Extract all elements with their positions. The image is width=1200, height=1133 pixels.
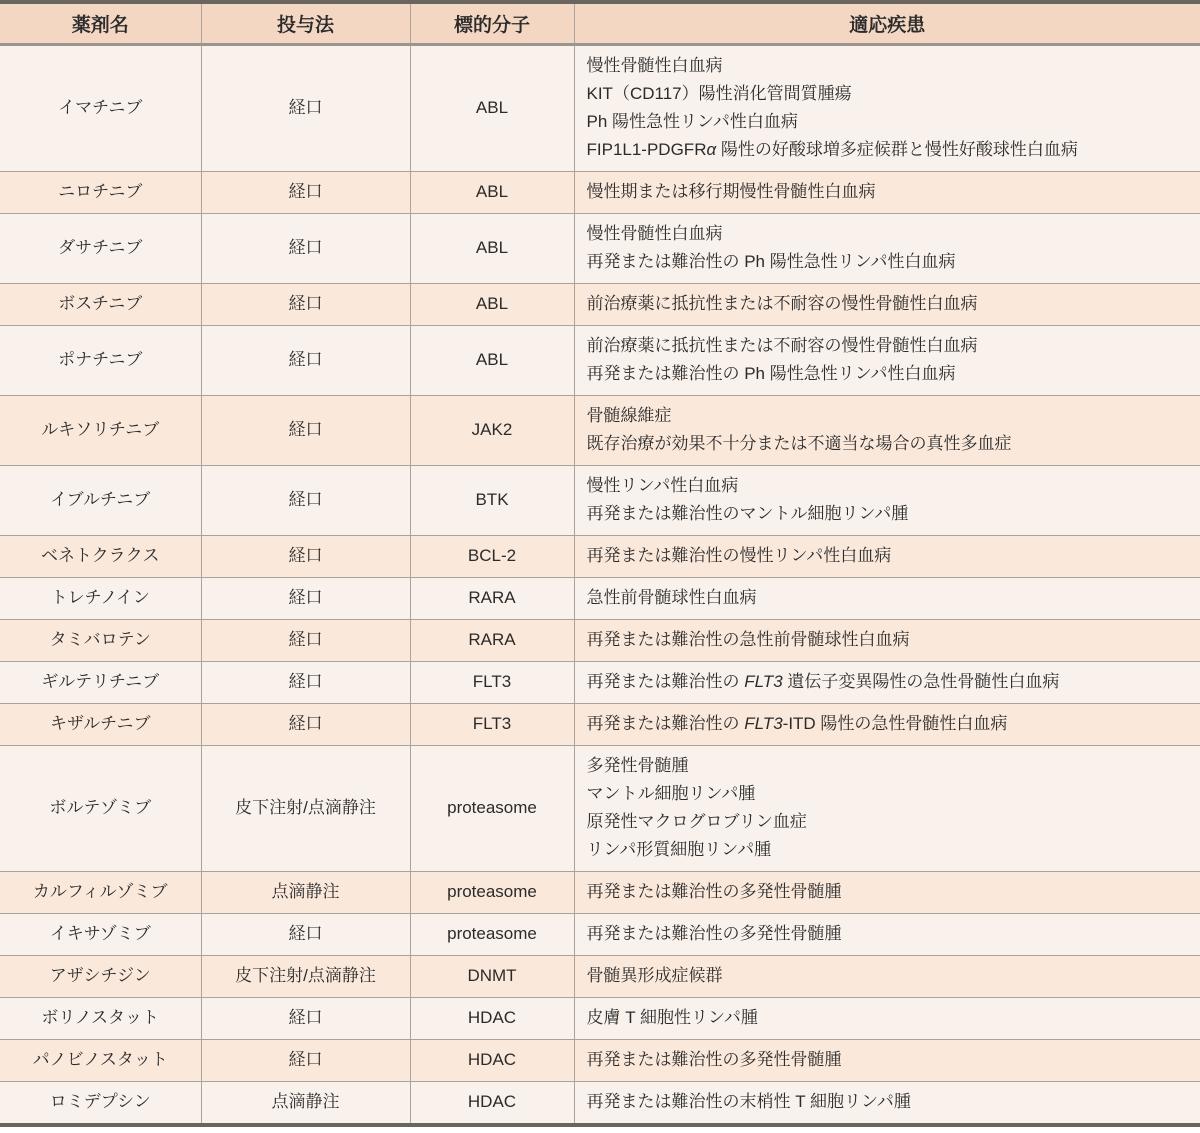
indication-line: 慢性期または移行期慢性骨髄性白血病 (586, 182, 876, 201)
indications-cell (574, 395, 1200, 465)
indication-line: 前治療薬に抵抗性または不耐容の慢性骨髄性白血病 (586, 336, 978, 355)
target-molecule-cell: ABL (410, 44, 574, 171)
table-row (0, 171, 1200, 213)
table-row (0, 577, 1200, 619)
indication-line: 急性前骨髄球性白血病 (586, 588, 757, 607)
indications-cell (574, 703, 1200, 745)
table-body (0, 44, 1200, 1123)
column-header-indications: 適応疾患 (574, 4, 1200, 44)
target-molecule-cell: FLT3 (410, 703, 574, 745)
administration-cell: 経口 (201, 577, 410, 619)
administration-cell: 経口 (201, 44, 410, 171)
table-row (0, 44, 1200, 171)
indication-line: 骨髄線維症 (586, 406, 672, 425)
drug-name-cell: ロミデプシン (0, 1081, 201, 1123)
drug-name-cell: ボリノスタット (0, 997, 201, 1039)
table-row (0, 913, 1200, 955)
administration-cell: 経口 (201, 619, 410, 661)
drug-name-cell: ボルテゾミブ (0, 745, 201, 871)
table-row (0, 465, 1200, 535)
target-molecule-cell: JAK2 (410, 395, 574, 465)
table-row (0, 703, 1200, 745)
header-row (0, 4, 1200, 44)
table-row (0, 997, 1200, 1039)
administration-cell: 経口 (201, 395, 410, 465)
target-molecule-cell: RARA (410, 577, 574, 619)
table-row (0, 661, 1200, 703)
indication-line: 再発または難治性の FLT3-ITD 陽性の急性骨髄性白血病 (586, 714, 1008, 733)
indications-cell (574, 955, 1200, 997)
table-row (0, 1039, 1200, 1081)
administration-cell: 経口 (201, 171, 410, 213)
drug-name-cell: ポナチニブ (0, 325, 201, 395)
drug-name-cell: ギルテリチニブ (0, 661, 201, 703)
drug-name-cell: キザルチニブ (0, 703, 201, 745)
indications-cell (574, 997, 1200, 1039)
target-molecule-cell: ABL (410, 325, 574, 395)
indication-line: 慢性リンパ性白血病 (586, 476, 739, 495)
drug-name-cell: ベネトクラクス (0, 535, 201, 577)
table-row (0, 395, 1200, 465)
indication-line: 慢性骨髄性白血病 (586, 56, 723, 75)
table-row (0, 745, 1200, 871)
target-molecule-cell: HDAC (410, 1039, 574, 1081)
administration-cell: 点滴静注 (201, 871, 410, 913)
indication-line: 皮膚 T 細胞性リンパ腫 (586, 1008, 758, 1027)
drug-name-cell: タミバロテン (0, 619, 201, 661)
indications-cell (574, 913, 1200, 955)
indications-cell (574, 171, 1200, 213)
drug-name-cell: イキサゾミブ (0, 913, 201, 955)
administration-cell: 経口 (201, 913, 410, 955)
indication-line: 再発または難治性の末梢性 T 細胞リンパ腫 (586, 1092, 911, 1111)
indication-line: 再発または難治性の多発性骨髄腫 (586, 924, 842, 943)
indication-line: 多発性骨髄腫 (586, 756, 689, 775)
indications-cell (574, 871, 1200, 913)
table-row (0, 955, 1200, 997)
target-molecule-cell: FLT3 (410, 661, 574, 703)
administration-cell: 経口 (201, 997, 410, 1039)
indication-line: 再発または難治性の Ph 陽性急性リンパ性白血病 (586, 364, 956, 383)
indication-line: KIT（CD117）陽性消化管間質腫瘍 (586, 84, 852, 103)
target-molecule-cell: proteasome (410, 871, 574, 913)
table-row (0, 619, 1200, 661)
target-molecule-cell: ABL (410, 283, 574, 325)
indications-cell (574, 465, 1200, 535)
drug-table (0, 4, 1200, 1123)
target-molecule-cell: DNMT (410, 955, 574, 997)
indication-line: 前治療薬に抵抗性または不耐容の慢性骨髄性白血病 (586, 294, 978, 313)
administration-cell: 経口 (201, 283, 410, 325)
indication-line: 再発または難治性のマントル細胞リンパ腫 (586, 504, 909, 523)
indications-cell (574, 745, 1200, 871)
target-molecule-cell: proteasome (410, 913, 574, 955)
table-row (0, 325, 1200, 395)
indication-line: 既存治療が効果不十分または不適当な場合の真性多血症 (586, 434, 1012, 453)
table-row (0, 1081, 1200, 1123)
drug-name-cell: ルキソリチニブ (0, 395, 201, 465)
indications-cell (574, 661, 1200, 703)
indications-cell (574, 577, 1200, 619)
target-molecule-cell: BCL-2 (410, 535, 574, 577)
table-row (0, 871, 1200, 913)
table-row (0, 213, 1200, 283)
administration-cell: 経口 (201, 661, 410, 703)
drug-name-cell: イブルチニブ (0, 465, 201, 535)
administration-cell: 経口 (201, 703, 410, 745)
indications-cell (574, 44, 1200, 171)
indication-line: Ph 陽性急性リンパ性白血病 (586, 112, 798, 131)
drug-name-cell: パノビノスタット (0, 1039, 201, 1081)
administration-cell: 経口 (201, 465, 410, 535)
indication-line: 骨髄異形成症候群 (586, 966, 723, 985)
target-molecule-cell: BTK (410, 465, 574, 535)
table-row (0, 535, 1200, 577)
indication-line: 原発性マクログロブリン血症 (586, 812, 807, 831)
target-molecule-cell: ABL (410, 213, 574, 283)
administration-cell: 皮下注射/点滴静注 (201, 955, 410, 997)
administration-cell: 経口 (201, 1039, 410, 1081)
target-molecule-cell: ABL (410, 171, 574, 213)
indications-cell (574, 283, 1200, 325)
indication-line: 再発または難治性の多発性骨髄腫 (586, 882, 842, 901)
target-molecule-cell: RARA (410, 619, 574, 661)
target-molecule-cell: HDAC (410, 997, 574, 1039)
indication-line: FIP1L1-PDGFRα 陽性の好酸球増多症候群と慢性好酸球性白血病 (586, 140, 1078, 159)
drug-name-cell: ダサチニブ (0, 213, 201, 283)
indication-line: リンパ形質細胞リンパ腫 (586, 840, 772, 859)
indication-line: 再発または難治性の FLT3 遺伝子変異陽性の急性骨髄性白血病 (586, 672, 1060, 691)
indication-line: 再発または難治性の Ph 陽性急性リンパ性白血病 (586, 252, 956, 271)
drug-name-cell: ボスチニブ (0, 283, 201, 325)
table-row (0, 283, 1200, 325)
administration-cell: 経口 (201, 325, 410, 395)
table-header (0, 4, 1200, 44)
administration-cell: 皮下注射/点滴静注 (201, 745, 410, 871)
indications-cell (574, 535, 1200, 577)
administration-cell: 経口 (201, 213, 410, 283)
drug-name-cell: ニロチニブ (0, 171, 201, 213)
drug-name-cell: カルフィルゾミブ (0, 871, 201, 913)
drug-name-cell: アザシチジン (0, 955, 201, 997)
indications-cell (574, 325, 1200, 395)
administration-cell: 経口 (201, 535, 410, 577)
indications-cell (574, 1039, 1200, 1081)
column-header-target-molecule: 標的分子 (410, 4, 574, 44)
indication-line: 再発または難治性の多発性骨髄腫 (586, 1050, 842, 1069)
drug-name-cell: イマチニブ (0, 44, 201, 171)
indication-line: 再発または難治性の急性前骨髄球性白血病 (586, 630, 910, 649)
target-molecule-cell: proteasome (410, 745, 574, 871)
indication-line: 慢性骨髄性白血病 (586, 224, 723, 243)
administration-cell: 点滴静注 (201, 1081, 410, 1123)
indications-cell (574, 1081, 1200, 1123)
indications-cell (574, 619, 1200, 661)
indication-line: マントル細胞リンパ腫 (586, 784, 756, 803)
column-header-drug-name: 薬剤名 (0, 4, 201, 44)
indications-cell (574, 213, 1200, 283)
indication-line: 再発または難治性の慢性リンパ性白血病 (586, 546, 892, 565)
target-molecule-cell: HDAC (410, 1081, 574, 1123)
column-header-administration: 投与法 (201, 4, 410, 44)
drug-name-cell: トレチノイン (0, 577, 201, 619)
